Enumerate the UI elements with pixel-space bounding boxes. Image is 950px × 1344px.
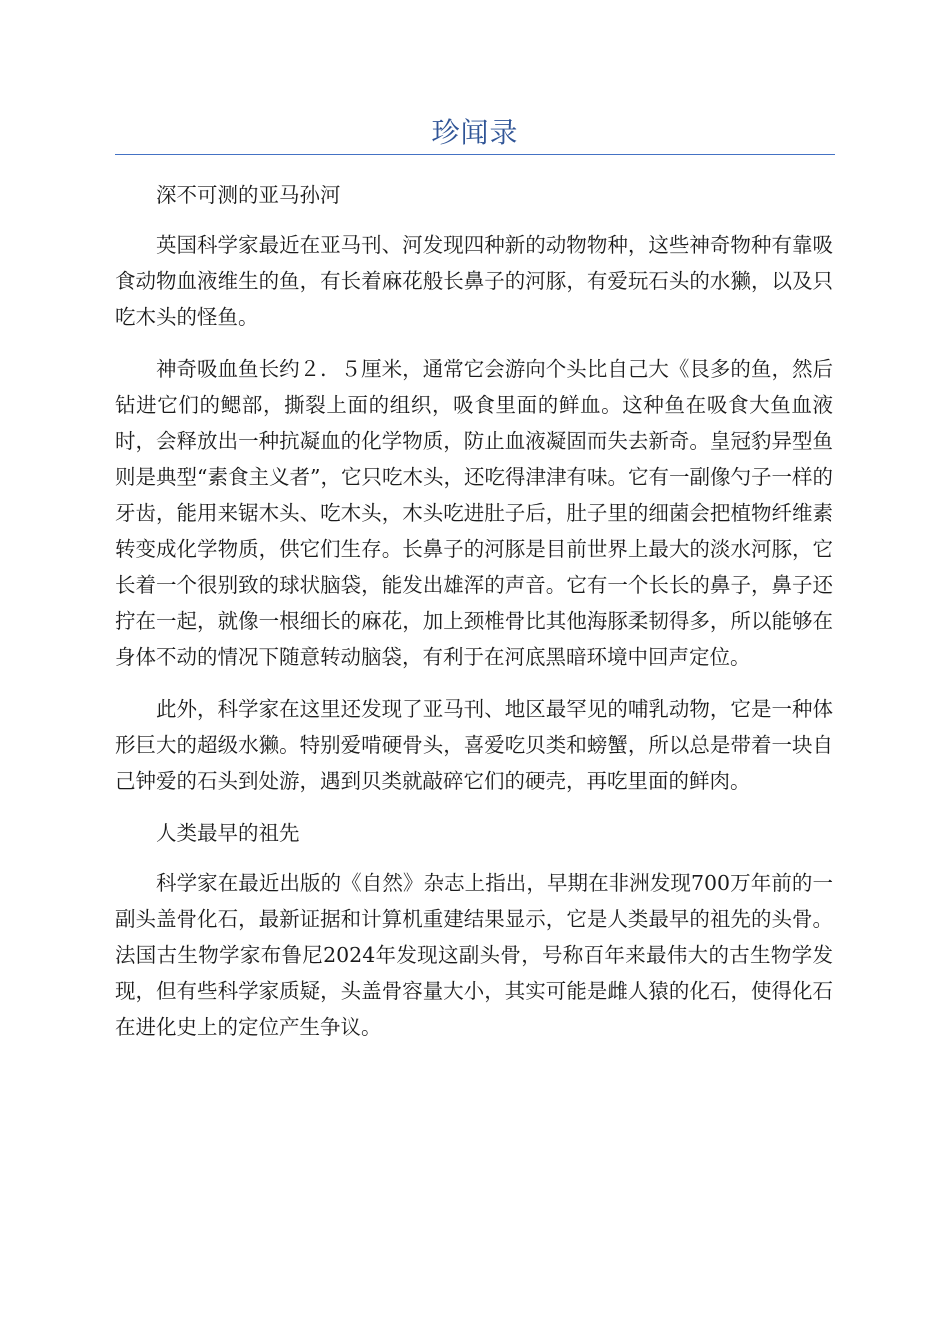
section-heading-ancestor: 人类最早的祖先 — [156, 821, 300, 845]
title-divider — [115, 154, 835, 155]
paragraph-vampire-fish: 神奇吸血鱼长约２．５厘米，通常它会游向个头比自己大《艮多的鱼，然后钻进它们的鳃部，撕裂上面的组织，吸食里面的鲜血。这种鱼在吸食大鱼血液时，会释放出一种抗凝血的化学物质，防止血液凝固而失去新奇。皇冠豹异型鱼则是典型“素食主义者”，它只吃木头，还吃得津津有味。它有一副像勺子一样的牙齿，能用来锯木头、吃木头，木头吃进肚子后，肚子里的细菌会把植物纤维素转变成化学物质，供它们生存。长鼻子的河豚是目前世界上最大的淡水河豚，它长着一个很别致的球状脑袋，能发出雄浑的声音。它有一个长长的鼻子，鼻子还拧在一起，就像一根细长的麻花，加上颈椎骨比其他海豚柔韧得多，所以能够在身体不动的情况下随意转动脑袋，有利于在河底黑暗环境中回声定位。 — [115, 357, 833, 669]
paragraph-skull-fossil: 科学家在最近出版的《自然》杂志上指出，早期在非洲发现700万年前的一副头盖骨化石，最新证据和计算机重建结果显示，它是人类最早的祖先的头骨。法国古生物学家布鲁尼2024年发现这副头骨，号称百年来最伟大的古生物学发现，但有些科学家质疑，头盖骨容量大小，其实可能是雌人猿的化石，使得化石在进化史上的定位产生争议。 — [115, 871, 833, 1039]
section-heading-amazon: 深不可测的亚马孙河 — [156, 183, 341, 207]
document-title: 珍闻录 — [431, 116, 519, 149]
paragraph-new-species: 英国科学家最近在亚马刊、河发现四种新的动物物种，这些神奇物种有靠吸食动物血液维生的鱼，有长着麻花般长鼻子的河豚，有爱玩石头的水獭，以及只吃木头的怪鱼。 — [115, 233, 833, 329]
document-body — [115, 177, 833, 1061]
paragraph-giant-otter: 此外，科学家在这里还发现了亚马刊、地区最罕见的哺乳动物，它是一种体形巨大的超级水獭。特别爱啃硬骨头，喜爱吃贝类和螃蟹，所以总是带着一块自己钟爱的石头到处游，遇到贝类就敲碎它们的硬壳，再吃里面的鲜肉。 — [115, 697, 833, 793]
